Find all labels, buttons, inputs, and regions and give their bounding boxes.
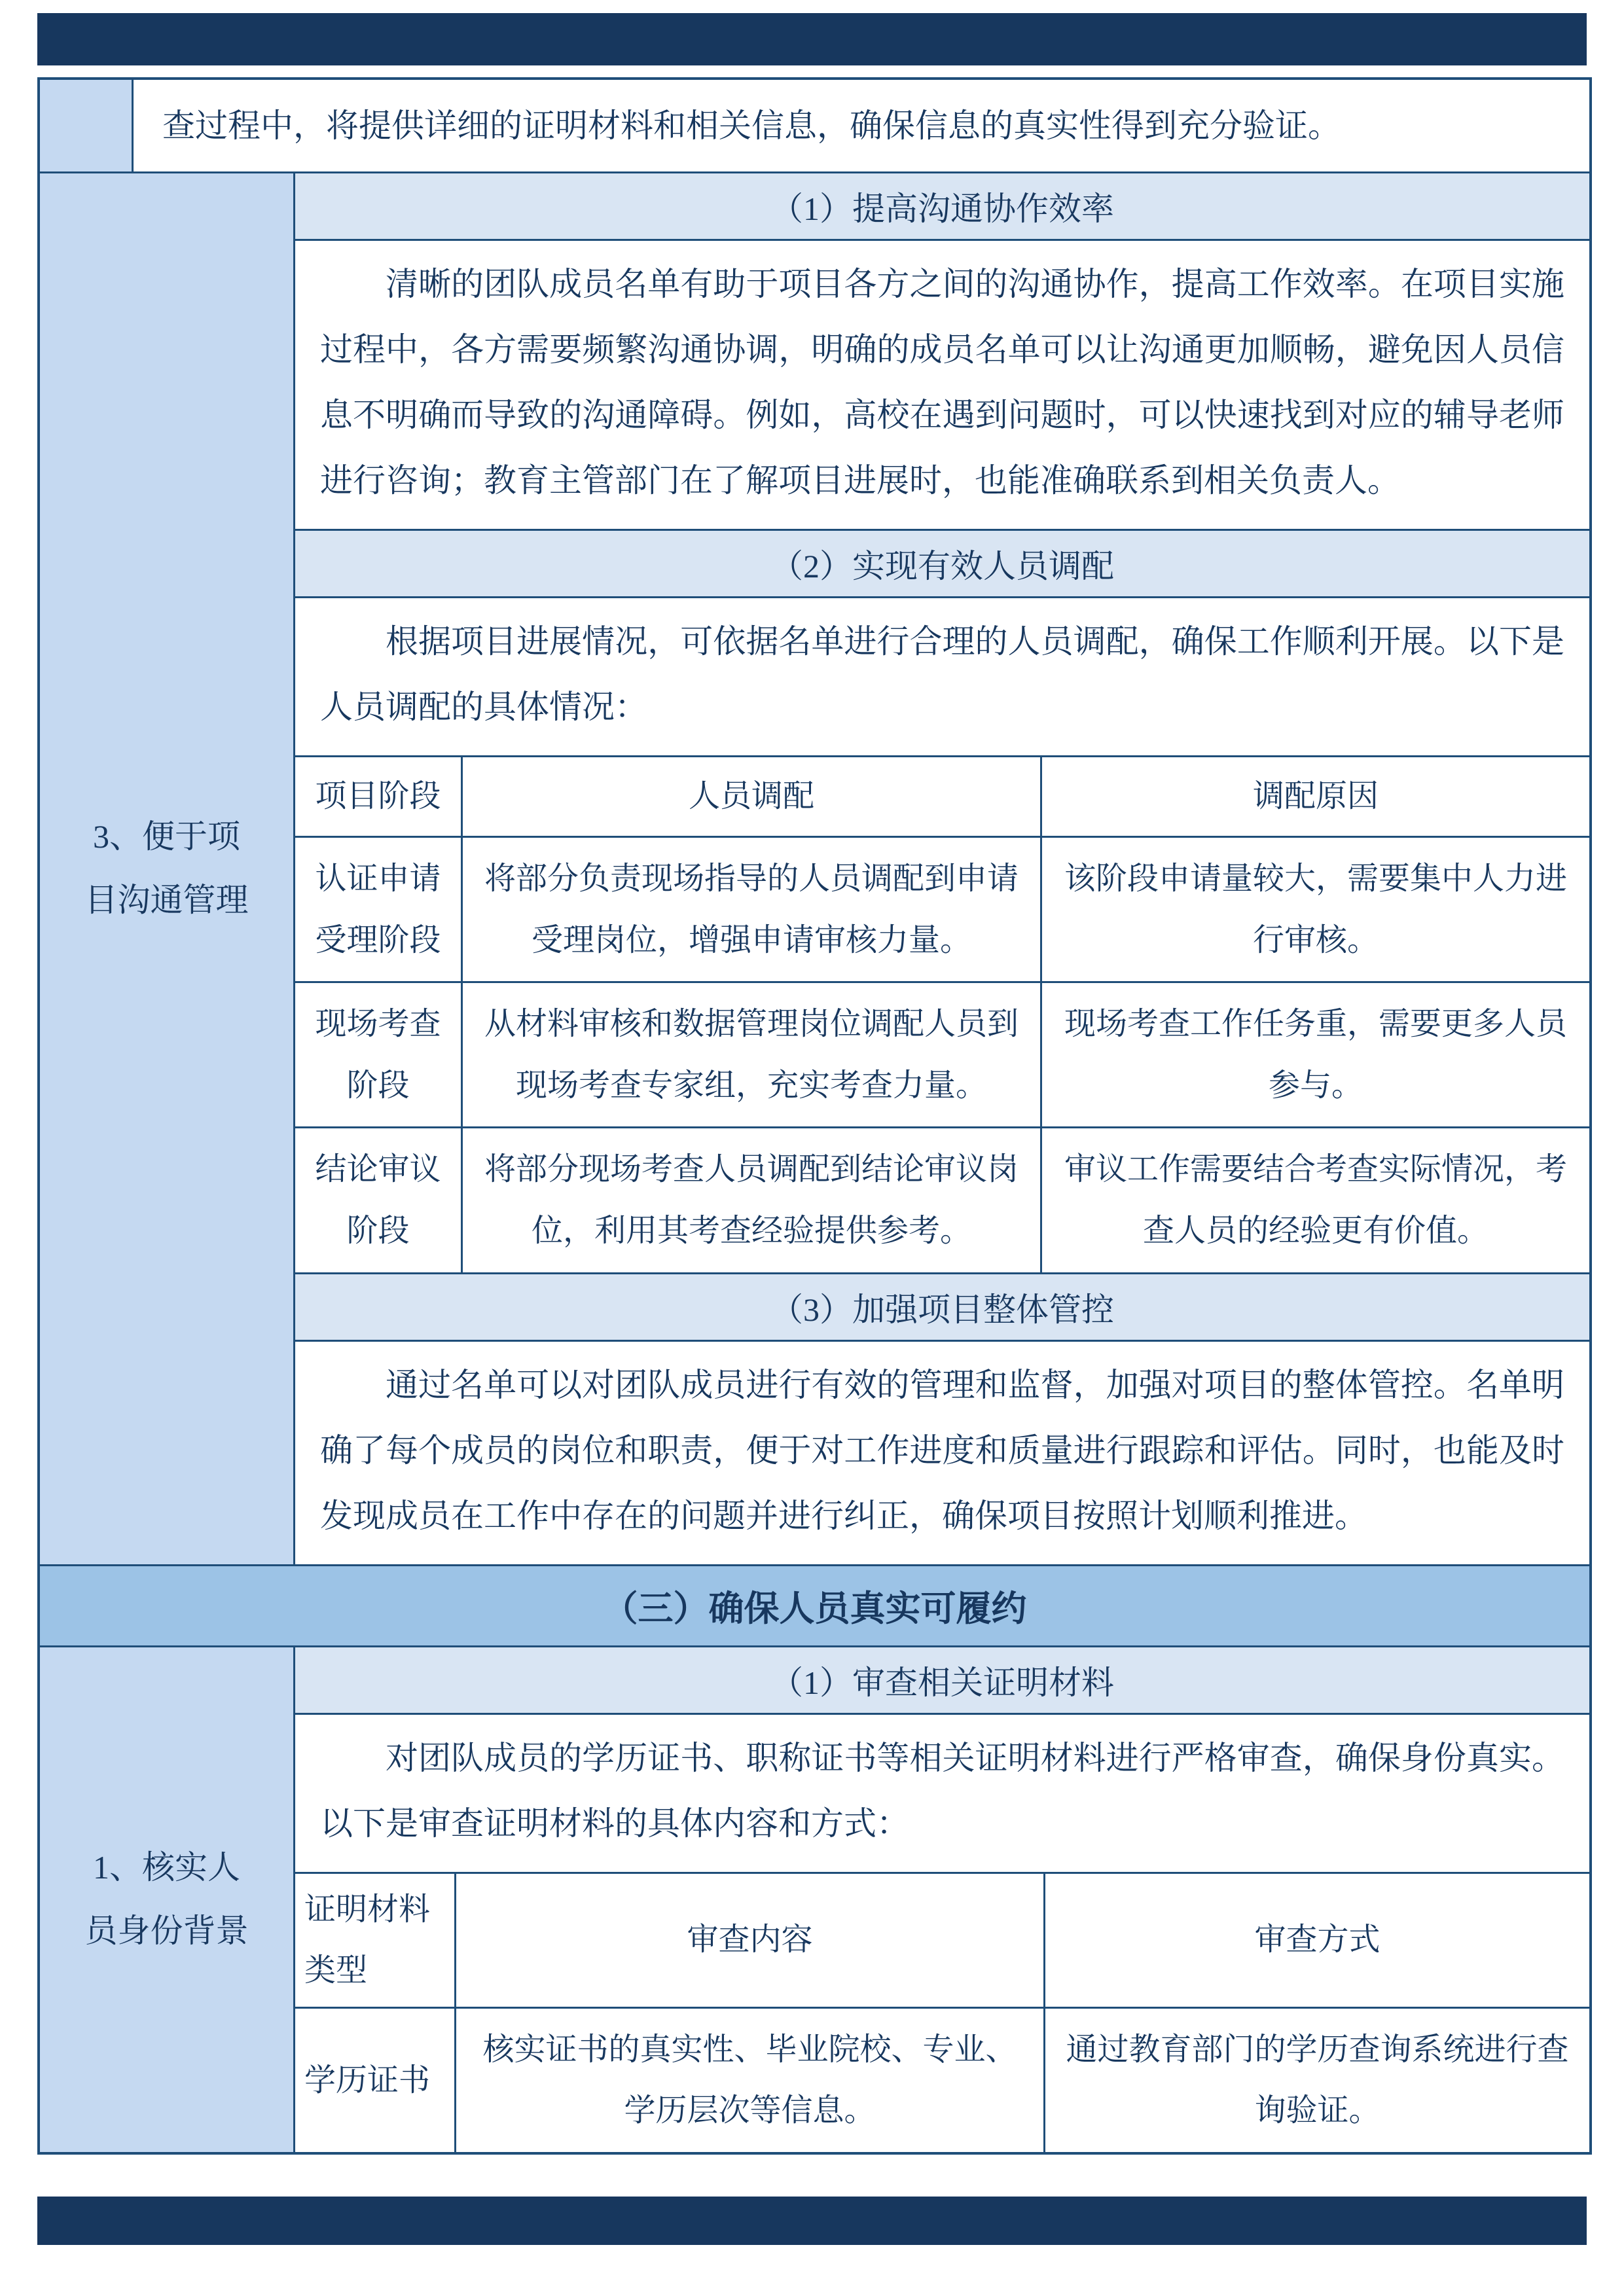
paragraph-1: 清晰的团队成员名单有助于项目各方之间的沟通协作，提高工作效率。在项目实施过程中，各方需要频繁沟通协调，明确的成员名单可以让沟通更加顺畅，避免因人员信息不明确而导致的沟通障碍。例如，高校在遇到问题时，可以快速找到对应的辅导老师进行咨询；教育主管部门在了解项目进展时，也能准确联系到相关负责人。 [295, 239, 1589, 529]
document-table [37, 77, 1592, 2155]
section-verify-content [295, 1647, 1589, 2152]
continuation-text: 查过程中，将提供详细的证明材料和相关信息，确保信息的真实性得到充分验证。 [162, 107, 1341, 144]
table-cell-stage: 认证申请受理阶段 [315, 861, 441, 958]
continuation-row [40, 80, 1589, 171]
table-row [295, 981, 1589, 1126]
section-comm-label: 3、便于项目沟通管理 [40, 173, 295, 1564]
header-cell-allocation: 人员调配 [461, 757, 1040, 836]
table-cell-allocation: 将部分负责现场指导的人员调配到申请受理岗位，增强申请审核力量。 [461, 838, 1040, 981]
subsection-header-verify-1: （1）审查相关证明材料 [295, 1647, 1589, 1713]
table-cell-allocation: 将部分现场考查人员调配到结论审议岗位，利用其考查经验提供参考。 [461, 1128, 1040, 1272]
paragraph-2: 根据项目进展情况，可依据名单进行合理的人员调配，确保工作顺利开展。以下是人员调配的具体情况： [295, 596, 1589, 755]
section-verify-label: 1、核实人员身份背景 [40, 1647, 295, 2152]
table-cell-stage: 现场考查阶段 [315, 1007, 441, 1103]
table-cell-reason: 审议工作需要结合考查实际情况，考查人员的经验更有价值。 [1040, 1128, 1589, 1272]
header-cell-review-method: 审查方式 [1043, 1874, 1589, 2007]
top-border-bar [37, 13, 1587, 65]
allocation-table-header-row [295, 757, 1589, 836]
table-cell-allocation: 从材料审核和数据管理岗位调配人员到现场考查专家组，充实考查力量。 [461, 983, 1040, 1126]
table-cell-stage: 结论审议阶段 [315, 1152, 441, 1248]
section-banner: （三）确保人员真实可履约 [40, 1564, 1589, 1645]
table-row [295, 836, 1589, 981]
table-cell-reason: 该阶段申请量较大，需要集中人力进行审核。 [1040, 838, 1589, 981]
subsection-header-3: （3）加强项目整体管控 [295, 1272, 1589, 1340]
paragraph-3: 通过名单可以对团队成员进行有效的管理和监督，加强对项目的整体管控。名单明确了每个成员的岗位和职责，便于对工作进度和质量进行跟踪和评估。同时，也能及时发现成员在工作中存在的问题并进行纠正，确保项目按照计划顺利推进。 [295, 1340, 1589, 1564]
section-comm-content [295, 173, 1589, 1564]
paragraph-verify-1: 对团队成员的学历证书、职称证书等相关证明材料进行严格审查，确保身份真实。以下是审查证明材料的具体内容和方式： [295, 1713, 1589, 1872]
header-cell-reason: 调配原因 [1040, 757, 1589, 836]
material-table-header-row [295, 1874, 1589, 2007]
bottom-border-bar [37, 2197, 1587, 2245]
header-cell-material-type: 证明材料类型 [304, 1892, 431, 1988]
table-cell-review-method: 通过教育部门的学历查询系统进行查询验证。 [1043, 2009, 1589, 2152]
table-cell-reason: 现场考查工作任务重，需要更多人员参与。 [1040, 983, 1589, 1126]
allocation-table [295, 755, 1589, 1272]
table-row [295, 1126, 1589, 1272]
material-table [295, 1872, 1589, 2152]
section-row-verify [40, 1645, 1589, 2152]
continuation-label-cell [40, 80, 134, 171]
table-row [295, 2007, 1589, 2152]
header-cell-stage: 项目阶段 [315, 779, 441, 814]
subsection-header-1: （1）提高沟通协作效率 [295, 173, 1589, 239]
table-cell-material-type: 学历证书 [304, 2062, 431, 2098]
table-cell-review-content: 核实证书的真实性、毕业院校、专业、学历层次等信息。 [454, 2009, 1043, 2152]
section-row-communication [40, 171, 1589, 1564]
subsection-header-2: （2）实现有效人员调配 [295, 529, 1589, 596]
header-cell-review-content: 审查内容 [454, 1874, 1043, 2007]
